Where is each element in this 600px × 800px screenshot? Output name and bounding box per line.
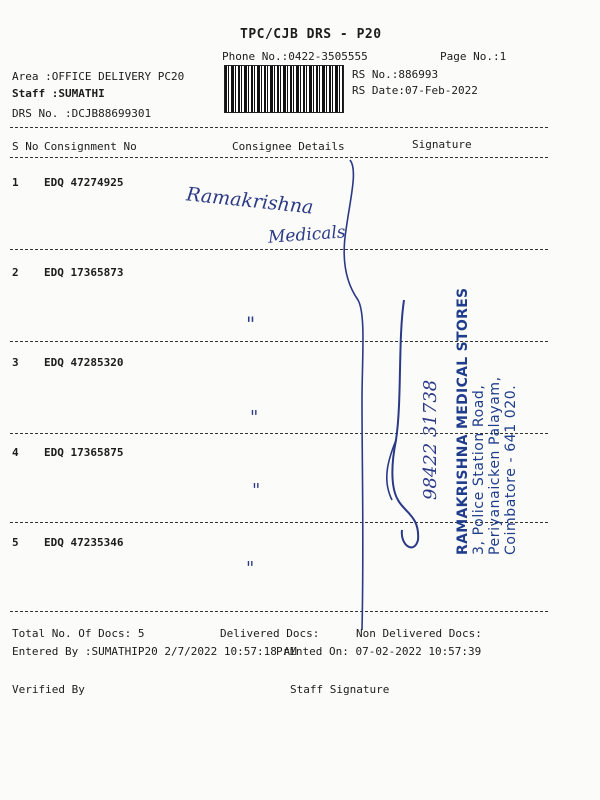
col-consignment: Consignment No (44, 140, 137, 153)
row-sno: 3 (12, 356, 19, 369)
area-label: Area :OFFICE DELIVERY PC20 (12, 70, 185, 83)
drs-number: DRS No. :DCJB88699301 (12, 107, 152, 120)
rubber-stamp (455, 255, 519, 555)
staff-label: Staff :SUMATHI (12, 87, 105, 100)
ditto-mark: " (250, 407, 259, 428)
row-sno: 2 (12, 266, 19, 279)
staff-signature: Staff Signature (290, 683, 390, 696)
row-consignment: EDQ 47274925 (44, 176, 124, 189)
stamp-line4: Coimbatore - 641 020. (503, 384, 519, 555)
col-signature: Signature (412, 138, 472, 151)
rs-number: RS No.:886993 (352, 68, 439, 81)
row-consignment: EDQ 17365873 (44, 266, 124, 279)
row-consignment: EDQ 47285320 (44, 356, 124, 369)
page-number: Page No.:1 (440, 50, 507, 63)
ditto-mark: " (252, 480, 261, 501)
handwritten-phone-note: 98422 31738 (420, 379, 441, 500)
row-consignment: EDQ 17365875 (44, 446, 124, 459)
phone-number: Phone No.:0422-3505555 (222, 50, 368, 63)
row-consignment: EDQ 47235346 (44, 536, 124, 549)
col-sno: S No (12, 140, 39, 153)
handwritten-consignee-suffix: Medicals (267, 222, 347, 248)
row-sno: 1 (12, 176, 19, 189)
col-consignee: Consignee Details (232, 140, 345, 153)
total-docs: Total No. Of Docs: 5 (12, 627, 145, 640)
entered-by: Entered By :SUMATHIP20 2/7/2022 10:57:18 AM (12, 645, 297, 658)
verified-by: Verified By (12, 683, 85, 696)
row-sno: 5 (12, 536, 19, 549)
stamp-line3: Periyanaicken Palayam, (487, 376, 503, 555)
ditto-mark: " (246, 312, 256, 336)
ditto-mark: " (246, 558, 255, 579)
handwritten-consignee-name: Ramakrishna (185, 183, 315, 219)
stamp-line2: 3, Police Station Road, (471, 384, 487, 555)
rs-date: RS Date:07-Feb-2022 (352, 84, 478, 97)
delivered-docs: Delivered Docs: (220, 627, 320, 640)
row-sno: 4 (12, 446, 19, 459)
document-title: TPC/CJB DRS - P20 (240, 27, 382, 42)
stamp-line1: RAMAKRISHNA MEDICAL STORES (455, 287, 471, 555)
non-delivered-docs: Non Delivered Docs: (356, 627, 482, 640)
printed-on: Printed On: 07-02-2022 10:57:39 (276, 645, 482, 658)
